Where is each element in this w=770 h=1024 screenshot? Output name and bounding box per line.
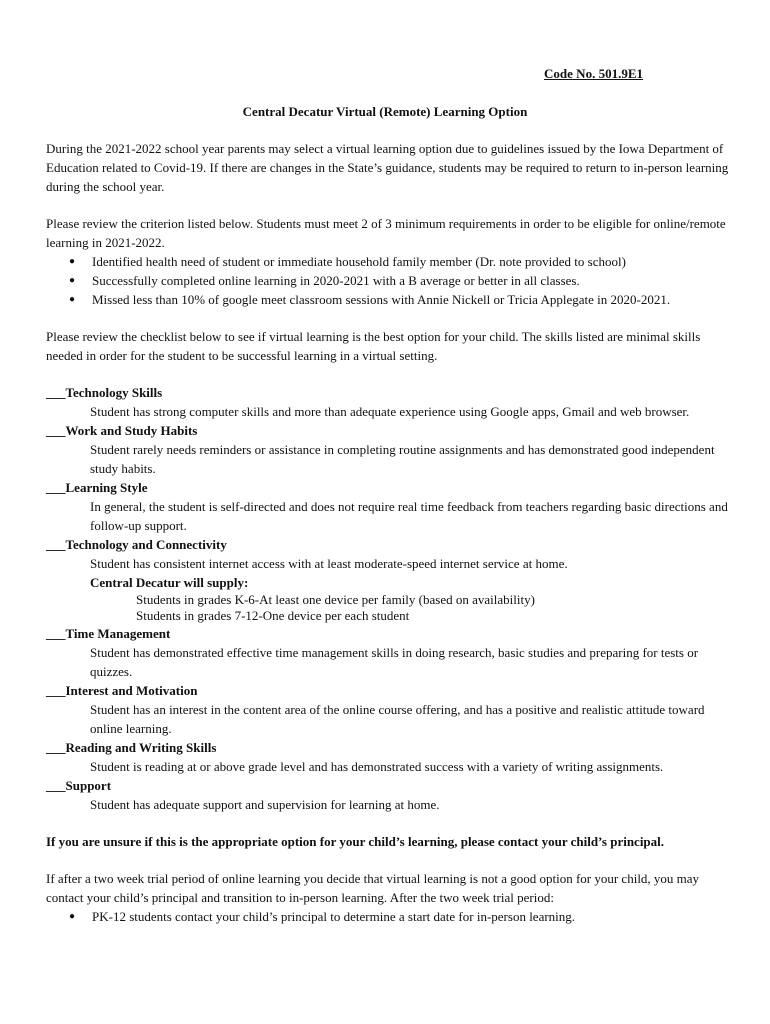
criteria-item: ● Successfully completed online learning in 2020-2021 with a B average or better in all classes.	[92, 271, 732, 290]
checklist-lead: Please review the checklist below to see if virtual learning is the best option for your child. The skills listed are minimal skills needed in order for the student to be successful learning in a virtual setting.	[46, 329, 701, 363]
skill-learning-style	[46, 478, 732, 535]
trial-lead: If after a two week trial period of online learning you decide that virtual learning is not a good option for your child, you may contact your child’s principal and transition to in-person learning. After the two week trial period:	[46, 871, 700, 905]
skill-connectivity	[46, 535, 732, 624]
skill-title: ___Interest and Motivation	[46, 683, 198, 698]
criteria-lead: Please review the criterion listed below. Students must meet 2 of 3 minimum requirements in order to be eligible for online/remote learning in 2021-2022.	[46, 216, 726, 250]
skill-title: ___Work and Study Habits	[46, 423, 198, 438]
skill-title: ___Learning Style	[46, 480, 148, 495]
skill-description: Student has demonstrated effective time management skills in doing research, basic studies and preparing for tests or quizzes.	[90, 645, 699, 679]
skill-title: ___Reading and Writing Skills	[46, 740, 217, 755]
skill-title: ___Support	[46, 778, 112, 793]
intro-paragraph: During the 2021-2022 school year parents may select a virtual learning option due to guidelines issued by the Iowa Department of Education related to Covid-19. If there are changes in the State’s guidance, students may be required to return to in-person learning during the school year.	[46, 141, 729, 194]
skill-technology	[46, 383, 732, 421]
skill-title: ___Time Management	[46, 626, 171, 641]
skill-description: Student rarely needs reminders or assistance in completing routine assignments and has demonstrated good independent study habits.	[90, 442, 715, 476]
supply-item: Students in grades 7-12-One device per each student	[136, 608, 410, 623]
criteria-item: ● Identified health need of student or immediate household family member (Dr. note provided to school)	[92, 252, 732, 271]
skill-description: Student has consistent internet access with at least moderate-speed internet service at home.	[90, 556, 568, 571]
document-body	[46, 139, 732, 926]
criteria-item: ● Missed less than 10% of google meet classroom sessions with Annie Nickell or Tricia Applegate in 2020-2021.	[92, 290, 732, 309]
code-number: Code No. 501.9E1	[544, 66, 643, 81]
skill-description: Student is reading at or above grade level and has demonstrated success with a variety of writing assignments.	[90, 759, 664, 774]
contact-note: If you are unsure if this is the appropriate option for your child’s learning, please contact your child’s principal.	[46, 834, 665, 849]
document-title: Central Decatur Virtual (Remote) Learning Option	[242, 104, 528, 119]
skill-interest-motivation	[46, 681, 732, 738]
skill-description: In general, the student is self-directed and does not require real time feedback from teachers regarding basic directions and follow-up support.	[90, 499, 728, 533]
supply-item: Students in grades K-6-At least one device per family (based on availability)	[136, 592, 535, 607]
skill-title: ___Technology and Connectivity	[46, 537, 227, 552]
skill-description: Student has adequate support and supervision for learning at home.	[90, 797, 440, 812]
trial-list	[46, 907, 732, 926]
skill-work-habits	[46, 421, 732, 478]
skill-title: ___Technology Skills	[46, 385, 163, 400]
supply-heading: Central Decatur will supply:	[90, 575, 249, 590]
criteria-list	[46, 252, 732, 309]
skill-description: Student has an interest in the content area of the online course offering, and has a positive and realistic attitude toward online learning.	[90, 702, 705, 736]
skill-reading-writing	[46, 738, 732, 776]
skill-description: Student has strong computer skills and more than adequate experience using Google apps, Gmail and web browser.	[90, 404, 690, 419]
trial-item: ● PK-12 students contact your child’s principal to determine a start date for in-person learning.	[92, 907, 732, 926]
skill-support	[46, 776, 732, 814]
skill-time-management	[46, 624, 732, 681]
